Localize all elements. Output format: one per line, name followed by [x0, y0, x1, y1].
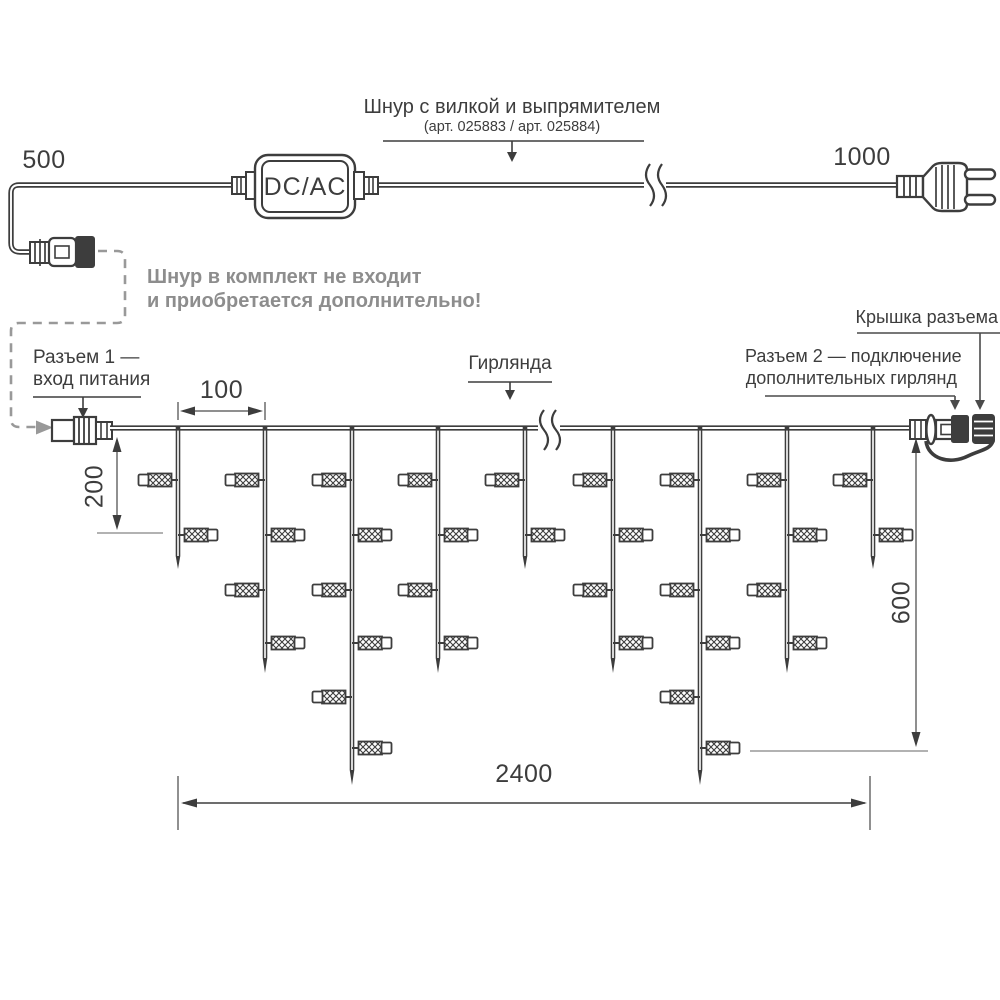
led-bulb [748, 584, 788, 597]
pointer-connector1 [33, 397, 141, 418]
led-bulb [226, 474, 266, 487]
garland-drop [748, 426, 827, 673]
drop-needle-tip [871, 556, 876, 569]
led-bulb [265, 529, 305, 542]
garland-input-connector [52, 417, 112, 444]
garland-drop [313, 426, 392, 785]
led-bulb [313, 584, 353, 597]
led-bulb [226, 584, 266, 597]
led-bulb [265, 637, 305, 650]
drop-needle-tip [176, 556, 181, 569]
led-bulb [748, 474, 788, 487]
pointer-cord-label [383, 141, 644, 162]
drop-needle-tip [523, 556, 528, 569]
led-bulb [139, 474, 179, 487]
led-bulb [352, 529, 392, 542]
led-bulb [352, 742, 392, 755]
garland-output-connector [910, 414, 995, 460]
garland-drop [834, 426, 913, 569]
connector2-label-line1: Разъем 2 — подключение [745, 346, 962, 366]
garland-label: Гирлянда [468, 353, 552, 374]
drop-needle-tip [350, 770, 355, 785]
led-bulb [613, 529, 653, 542]
drop-needle-tip [785, 658, 790, 673]
led-bulb [574, 584, 614, 597]
drop-needle-tip [611, 658, 616, 673]
power-cord-wire [11, 185, 899, 252]
led-bulb [313, 691, 353, 704]
connector-cap-icon [972, 414, 995, 444]
led-bulb [525, 529, 565, 542]
led-bulb [787, 637, 827, 650]
led-bulb [574, 474, 614, 487]
garland-drop [661, 426, 740, 785]
cap-label: Крышка разъема [855, 307, 998, 327]
dashed-arrowhead [36, 421, 53, 435]
led-bulb [700, 529, 740, 542]
connector2-label-line2: дополнительных гирлянд [745, 368, 957, 388]
led-bulb [834, 474, 874, 487]
led-bulb [399, 474, 439, 487]
drop-needle-tip [436, 658, 441, 673]
warning-text-line2: и приобретается дополнительно! [147, 290, 482, 312]
garland-drop [139, 426, 218, 569]
led-bulb [352, 637, 392, 650]
mains-plug-icon [897, 163, 995, 211]
led-bulb [313, 474, 353, 487]
drop-needle-tip [698, 770, 703, 785]
drop-needle-tip [263, 658, 268, 673]
garland-drop [486, 426, 565, 569]
garland-break-mark [538, 410, 560, 450]
warning-text-line1: Шнур в комплект не входит [147, 266, 422, 288]
dashed-connection-path [11, 251, 125, 435]
cord-article-numbers: (арт. 025883 / арт. 025884) [423, 119, 601, 135]
led-bulb [486, 474, 526, 487]
dimension-100-label: 100 [199, 376, 244, 404]
led-bulb [700, 637, 740, 650]
led-bulb [873, 529, 913, 542]
led-bulb [613, 637, 653, 650]
led-bulb [661, 584, 701, 597]
dc-ac-label: DC/AC [263, 173, 347, 201]
led-bulb [438, 529, 478, 542]
cord-label: Шнур с вилкой и выпрямителем [363, 96, 661, 118]
led-bulb [700, 742, 740, 755]
led-bulb [399, 584, 439, 597]
connector1-label-line1: Разъем 1 — [33, 347, 140, 368]
dimension-200-label: 200 [80, 464, 109, 509]
garland-curtain [110, 426, 913, 785]
connector1-label-line2: вход питания [33, 369, 151, 390]
pointer-garland [468, 382, 552, 400]
dimension-1000-label: 1000 [833, 143, 891, 171]
power-input-connector [30, 236, 95, 268]
garland-drop [226, 426, 305, 673]
dimension-500-label: 500 [22, 146, 66, 174]
led-bulb [661, 691, 701, 704]
garland-drop [399, 426, 478, 673]
cord-break-mark [644, 164, 666, 206]
led-bulb [787, 529, 827, 542]
led-bulb [661, 474, 701, 487]
led-bulb [178, 529, 218, 542]
dimension-2400-label: 2400 [495, 760, 553, 788]
pointer-connector2 [765, 396, 960, 410]
garland-drop [574, 426, 653, 673]
led-bulb [438, 637, 478, 650]
dimension-600-label: 600 [887, 580, 916, 625]
